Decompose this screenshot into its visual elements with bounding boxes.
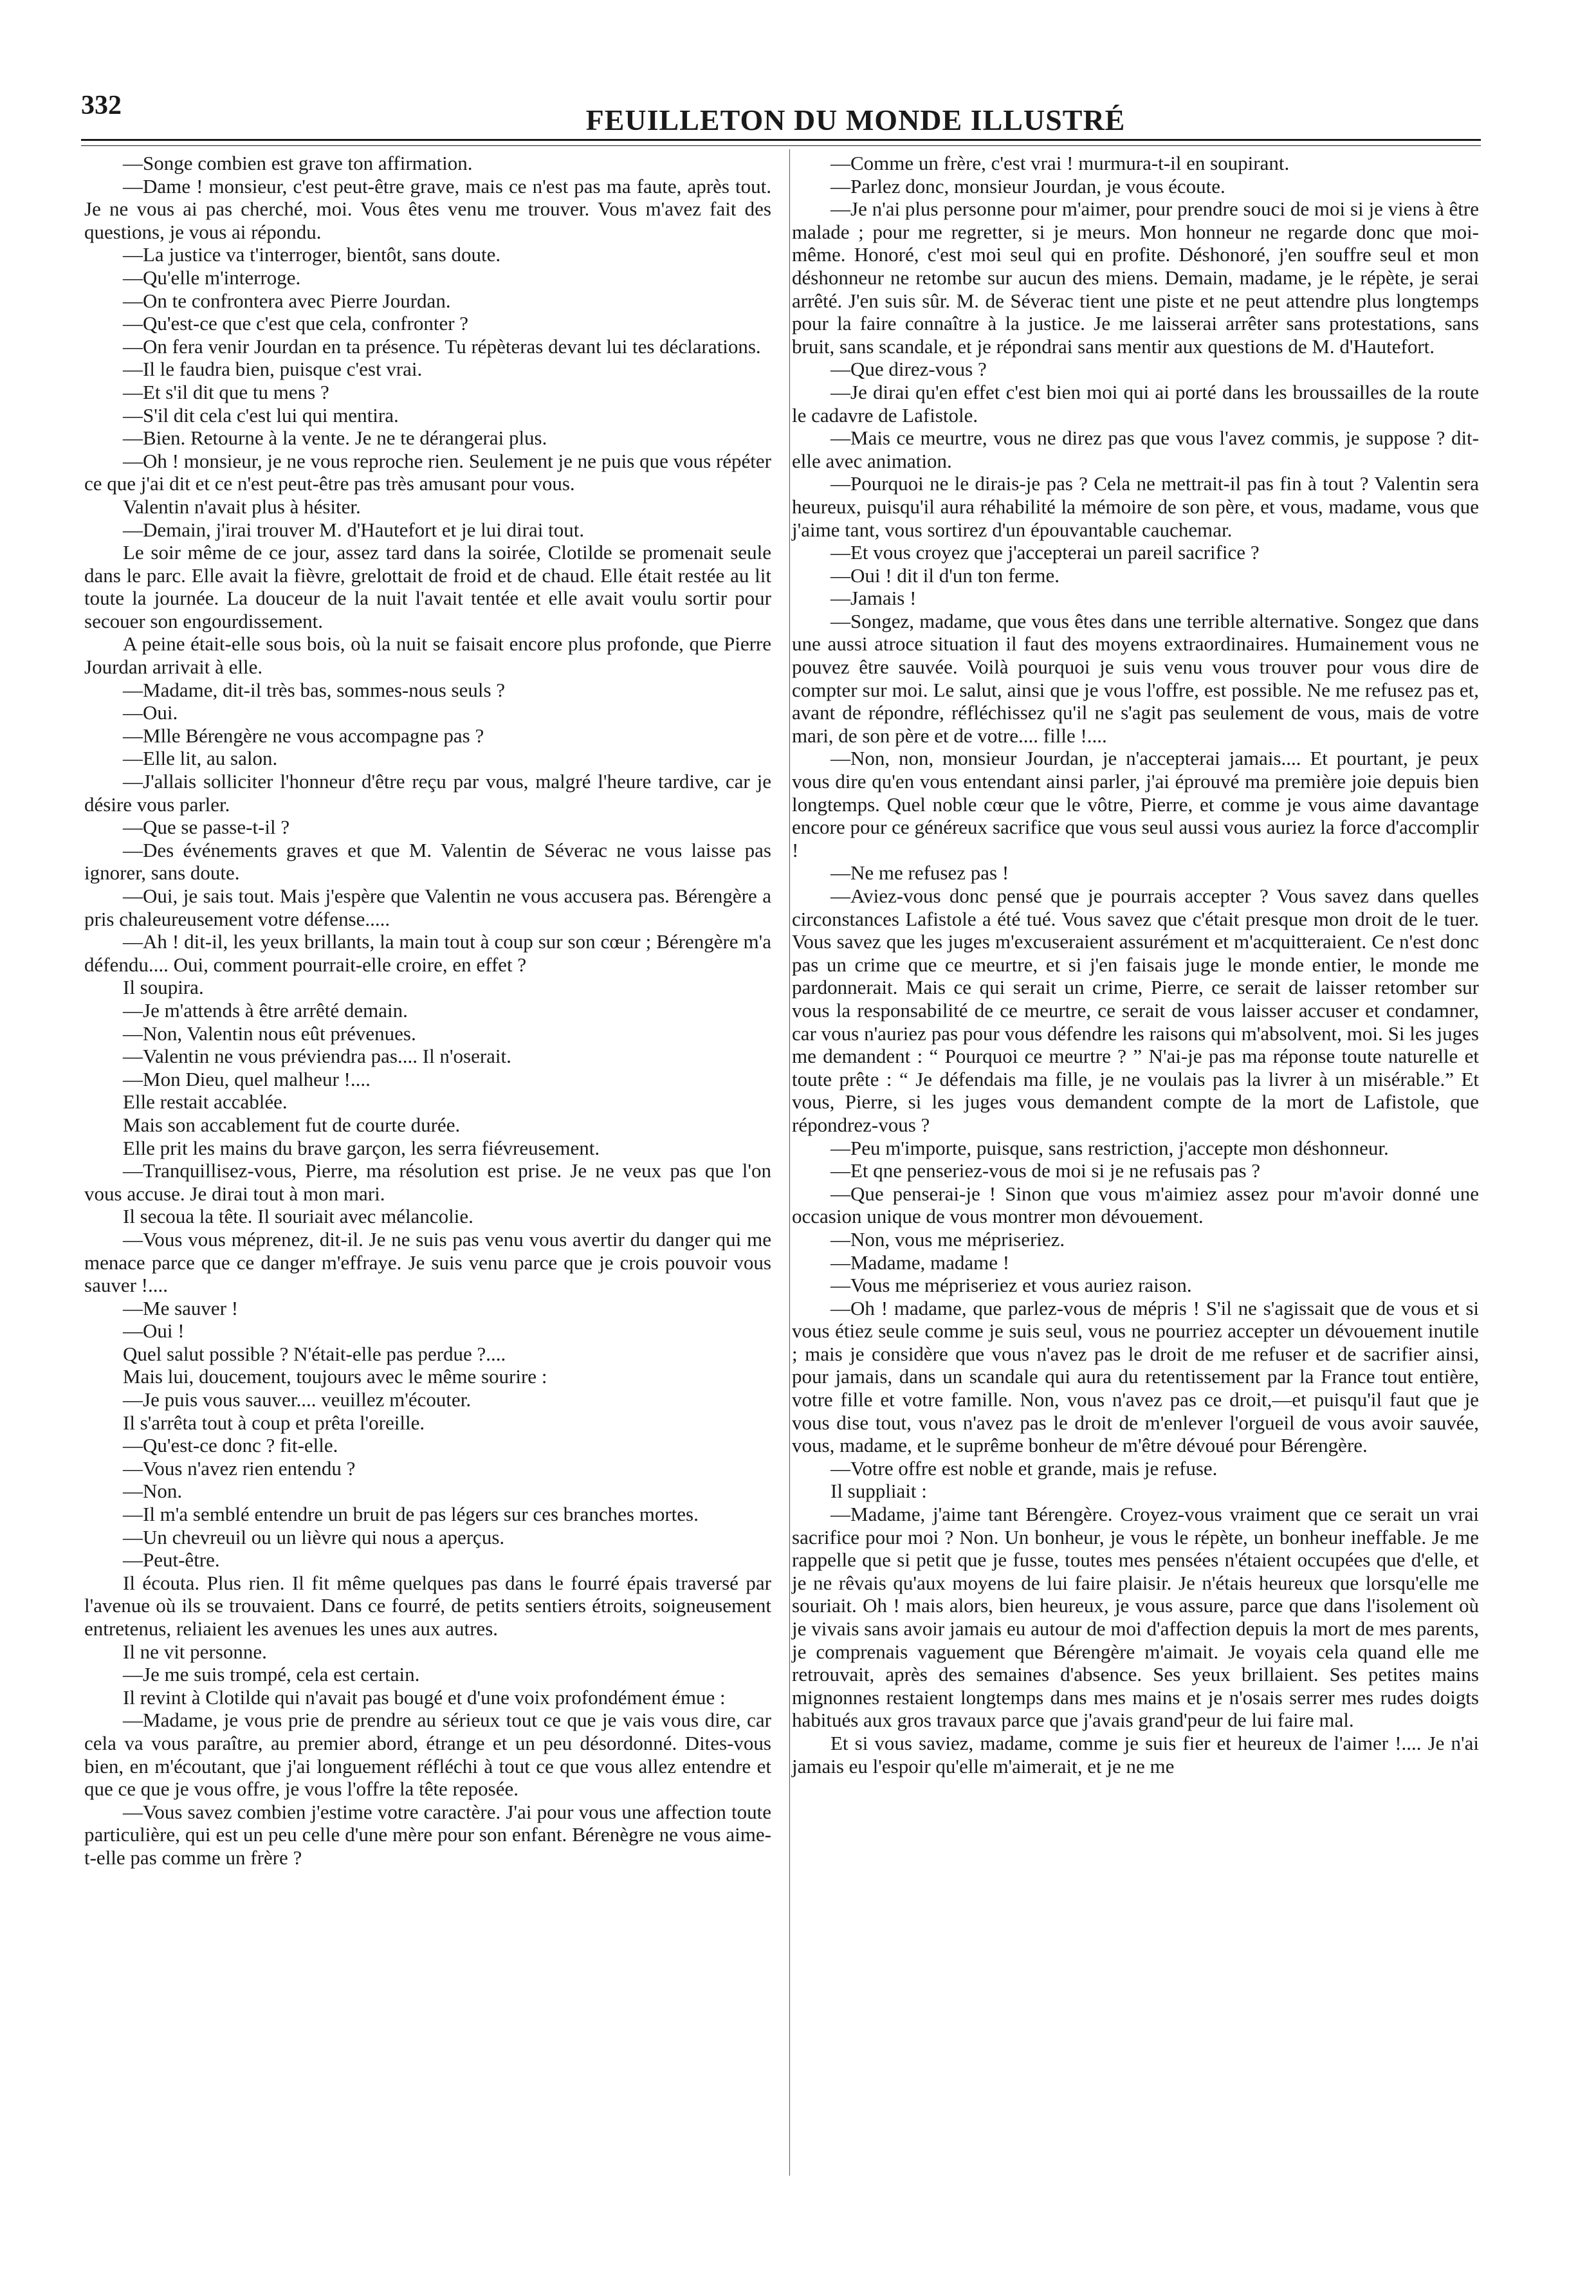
paragraph: —Un chevreuil ou un lièvre qui nous a aperçus. xyxy=(123,1525,505,1548)
paragraph: —Mon Dieu, quel malheur !.... xyxy=(123,1067,371,1090)
paragraph: Mais lui, doucement, toujours avec le même sourire : xyxy=(123,1365,547,1388)
paragraph: —Mais ce meurtre, vous ne direz pas que vous l'avez commis, je suppose ? dit-elle avec animation. xyxy=(792,427,1479,472)
header-rule xyxy=(81,139,1481,141)
paragraph: —Vous n'avez rien entendu ? xyxy=(123,1456,356,1480)
paragraph: —Madame, dit-il très bas, sommes-nous seuls ? xyxy=(123,678,506,701)
paragraph: Il s'arrêta tout à coup et prêta l'oreille. xyxy=(123,1411,425,1434)
paragraph: —Madame, madame ! xyxy=(830,1251,1010,1274)
paragraph: Elle prit les mains du brave garçon, les serra fiévreusement. xyxy=(123,1136,600,1159)
page-number: 332 xyxy=(81,91,122,120)
paragraph: —Il m'a semblé entendre un bruit de pas légers sur ces branches mortes. xyxy=(123,1503,699,1526)
left-column xyxy=(84,152,771,1869)
paragraph: —Qu'est-ce donc ? fit-elle. xyxy=(123,1434,338,1457)
paragraph: —Peut-être. xyxy=(123,1548,220,1572)
paragraph: Elle restait accablée. xyxy=(123,1090,288,1114)
paragraph: —Oh ! madame, que parlez-vous de mépris ! S'il ne s'agissait que de vous et si vous étiez seule comme je suis seul, vous ne pourriez accepter un dévouement inutile ; mais je considère que vous n'avez pas le droit de me refuser et de sacrifier ainsi, pour jamais, dans un scandale qui aura du retentissement par la France tout entière, votre fille et votre famille. Non, vous n'avez pas ce droit,—et puisqu'il faut que je vous dise tout, vous n'avez pas le droit de m'enlever l'orgueil de vous avoir sauvée, vous, madame, et le suprême bonheur de m'être dévoué pour Bérengère. xyxy=(792,1296,1479,1457)
header-rule-thin xyxy=(81,145,1481,146)
paragraph: —Vous savez combien j'estime votre caractère. J'ai pour vous une affection toute particulière, qui est un peu celle d'une mère pour son enfant. Bérenègre ne vous aime-t-elle pas comme un frère ? xyxy=(84,1800,771,1869)
paragraph: —Oh ! monsieur, je ne vous reproche rien. Seulement je ne puis que vous répéter ce que j'ai dit et ce n'est peut-être pas très amusant pour vous. xyxy=(84,449,771,495)
paragraph: A peine était-elle sous bois, où la nuit se faisait encore plus profonde, que Pierre Jourdan arrivait à elle. xyxy=(84,632,771,679)
paragraph: —Je dirai qu'en effet c'est bien moi qui ai porté dans les broussailles de la route le cadavre de Lafistole. xyxy=(792,380,1479,427)
paragraph: —Songe combien est grave ton affirmation. xyxy=(123,152,473,174)
paragraph: —Dame ! monsieur, c'est peut-être grave, mais ce n'est pas ma faute, après tout. Je ne vous ai pas cherché, moi. Vous êtes venu me trouver. Vous m'avez fait des questions, je vous ai répondu. xyxy=(84,174,771,243)
paragraph: —La justice va t'interroger, bientôt, sans doute. xyxy=(123,243,501,266)
paragraph: —Me sauver ! xyxy=(123,1296,239,1319)
paragraph: —Je puis vous sauver.... veuillez m'écouter. xyxy=(123,1388,472,1411)
paragraph: —Comme un frère, c'est vrai ! murmura-t-il en soupirant. xyxy=(830,152,1290,174)
paragraph: —Oui, je sais tout. Mais j'espère que Valentin ne vous accusera pas. Bérengère a pris chaleureusement votre défense..... xyxy=(84,885,771,930)
paragraph: —J'allais solliciter l'honneur d'être reçu par vous, malgré l'heure tardive, car je désire vous parler. xyxy=(84,770,771,816)
paragraph: —On fera venir Jourdan en ta présence. Tu répèteras devant lui tes déclarations. xyxy=(123,335,761,358)
paragraph: —Oui ! xyxy=(123,1319,185,1343)
paragraph: —Peu m'importe, puisque, sans restriction, j'accepte mon déshonneur. xyxy=(830,1136,1389,1159)
right-column xyxy=(792,152,1479,1777)
paragraph: —Je me suis trompé, cela est certain. xyxy=(123,1663,420,1686)
paragraph: —Elle lit, au salon. xyxy=(123,747,278,770)
paragraph: Et si vous saviez, madame, comme je suis fier et heureux de l'aimer !.... Je n'ai jamais eu l'espoir qu'elle m'aimerait, et je ne me xyxy=(792,1731,1479,1777)
paragraph: —Madame, je vous prie de prendre au sérieux tout ce que je vais vous dire, car cela va vous paraître, au premier abord, étrange et un peu désordonné. Dites-vous bien, en m'écoutant, que j'ai longuement réfléchi à tout ce que vous allez entendre et que ce que je vous offre, je vous l'offre la tête reposée. xyxy=(84,1709,771,1801)
paragraph: Le soir même de ce jour, assez tard dans la soirée, Clotilde se promenait seule dans le parc. Elle avait la fièvre, grelottait de froid et de chaud. Elle était restée au lit toute la journée. La douceur de la nuit l'avait tentée et elle avait voulu sortir pour secouer son engourdissement. xyxy=(84,541,771,632)
paragraph: —Jamais ! xyxy=(830,587,917,610)
paragraph: —Oui ! dit il d'un ton ferme. xyxy=(830,564,1060,587)
paragraph: —Valentin ne vous préviendra pas.... Il n'oserait. xyxy=(123,1045,511,1068)
paragraph: Il secoua la tête. Il souriait avec mélancolie. xyxy=(123,1205,473,1228)
paragraph: —Votre offre est noble et grande, mais je refuse. xyxy=(830,1456,1218,1480)
paragraph: —Tranquillisez-vous, Pierre, ma résolution est prise. Je ne veux pas que l'on vous accuse. Je dirai tout à mon mari. xyxy=(84,1159,771,1205)
paragraph: —Vous vous méprenez, dit-il. Je ne suis pas venu vous avertir du danger qui me menace parce que ce danger m'effraye. Je suis venu parce que je crois pouvoir vous sauver !.... xyxy=(84,1227,771,1297)
paragraph: —Non, non, monsieur Jourdan, je n'accepterai jamais.... Et pourtant, je peux vous dire qu'en vous entendant ainsi parler, j'ai éprouvé ma première joie depuis bien longtemps. Quel noble cœur que le vôtre, Pierre, et comme je vous aime davantage encore pour ce généreux sacrifice que vous seul aussi vous auriez la force d'accomplir ! xyxy=(792,747,1479,861)
paragraph: —Pourquoi ne le dirais-je pas ? Cela ne mettrait-il pas fin à tout ? Valentin sera heureux, puisqu'il aura réhabilité la mémoire de son père, et vous, madame, vous que j'aime tant, vous sortirez d'un épouvantable cauchemar. xyxy=(792,472,1479,541)
paragraph: —Je n'ai plus personne pour m'aimer, pour prendre souci de moi si je viens à être malade ; pour me regretter, si je meurs. Mon honneur ne regarde donc que moi-même. Honoré, c'est moi seul qui en profite. Déshonoré, j'en souffre seul et mon déshonneur ne retombe sur aucun des miens. Demain, madame, je le répète, je serai arrêté. J'en suis sûr. M. de Séverac tient une piste et ne peut attendre plus longtemps pour la faire connaître à la justice. Je me laisserai arrêter sans protestations, sans bruit, sans scandale, et je répondrai sans mentir aux questions de M. d'Hautefort. xyxy=(792,197,1479,358)
paragraph: —Non. xyxy=(123,1480,183,1503)
paragraph: Quel salut possible ? N'était-elle pas perdue ?.... xyxy=(123,1342,506,1365)
paragraph: —S'il dit cela c'est lui qui mentira. xyxy=(123,403,399,427)
paragraph: —Ah ! dit-il, les yeux brillants, la main tout à coup sur son cœur ; Bérengère m'a défendu.... Oui, comment pourrait-elle croire, en effet ? xyxy=(84,930,771,976)
paragraph: —Que penserai-je ! Sinon que vous m'aimiez assez pour m'avoir donné une occasion unique de vous montrer mon dévouement. xyxy=(792,1182,1479,1228)
paragraph: —Non, vous me mépriseriez. xyxy=(830,1227,1065,1251)
paragraph: Il soupira. xyxy=(123,976,204,999)
paragraph: Il écouta. Plus rien. Il fit même quelques pas dans le fourré épais traversé par l'avenue où ils se trouvaient. Dans ce fourré, de petits sentiers étroits, soigneusement entretenus, reliaient les avenues les unes aux autres. xyxy=(84,1571,771,1640)
paragraph: —Mlle Bérengère ne vous accompagne pas ? xyxy=(123,724,484,747)
paragraph: —Il le faudra bien, puisque c'est vrai. xyxy=(123,358,423,381)
paragraph: —Parlez donc, monsieur Jourdan, je vous écoute. xyxy=(830,174,1225,197)
paragraph: Il suppliait : xyxy=(830,1480,927,1503)
paragraph: —Vous me mépriseriez et vous auriez raison. xyxy=(830,1274,1192,1297)
paragraph: —Des événements graves et que M. Valentin de Séverac ne vous laisse pas ignorer, sans doute. xyxy=(84,838,771,885)
paragraph: —Bien. Retourne à la vente. Je ne te dérangerai plus. xyxy=(123,427,547,450)
paragraph: —Non, Valentin nous eût prévenues. xyxy=(123,1022,416,1045)
paragraph: —Ne me refusez pas ! xyxy=(830,861,1009,885)
paragraph: —Je m'attends à être arrêté demain. xyxy=(123,998,408,1022)
paragraph: —On te confrontera avec Pierre Jourdan. xyxy=(123,289,451,312)
paragraph: —Et qne penseriez-vous de moi si je ne refusais pas ? xyxy=(830,1159,1261,1182)
paragraph: —Et vous croyez que j'accepterai un pareil sacrifice ? xyxy=(830,541,1260,564)
paragraph: Mais son accablement fut de courte durée. xyxy=(123,1113,461,1136)
paragraph: —Oui. xyxy=(123,701,178,724)
paragraph: Il revint à Clotilde qui n'avait pas bougé et d'une voix profondément émue : xyxy=(123,1685,726,1709)
paragraph: —Demain, j'irai trouver M. d'Hautefort et je lui dirai tout. xyxy=(123,518,585,541)
paragraph: —Qu'elle m'interroge. xyxy=(123,266,301,289)
running-title: FEUILLETON DU MONDE ILLUSTRÉ xyxy=(585,104,1126,136)
paragraph: —Qu'est-ce que c'est que cela, confronter ? xyxy=(123,312,469,335)
column-divider xyxy=(789,149,790,2176)
paragraph: —Que se passe-t-il ? xyxy=(123,816,290,839)
paragraph: Il ne vit personne. xyxy=(123,1640,267,1663)
paragraph: Valentin n'avait plus à hésiter. xyxy=(123,495,361,518)
paragraph: —Que direz-vous ? xyxy=(830,358,987,381)
paragraph: —Madame, j'aime tant Bérengère. Croyez-vous vraiment que ce serait un vrai sacrifice pour moi ? Non. Un bonheur, je vous le répète, un bonheur ineffable. Je me rappelle que si petit que je fusse, toutes mes pensées n'étaient occupées que d'elle, et je ne rêvais qu'aux moyens de lui faire plaisir. Je n'étais heureux que lorsqu'elle me souriait. Oh ! mais alors, bien heureux, je vous assure, parce que dans l'isolement où je vivais sans avoir jamais eu autour de moi d'affection depuis la mort de mes parents, je comprenais vaguement que Bérengère m'aimait. Je voyais cela quand elle me retrouvait, après des semaines d'absence. Ses yeux brillaient. Ses petites mains mignonnes restaient longtemps dans mes mains et je n'osais serrer mes rudes doigts habitués aux gros travaux parce que j'avais grand'peur de lui faire mal. xyxy=(792,1503,1479,1732)
paragraph: —Songez, madame, que vous êtes dans une terrible alternative. Songez que dans une aussi atroce situation il faut des moyens extraordinaires. Humainement vous ne pouvez être sauvée. Voilà pourquoi je suis venu vous trouver pour vous dire de compter sur moi. Le salut, ainsi que je vous l'offre, est possible. Ne me refusez pas et, avant de répondre, réfléchissez qu'il ne s'agit pas seulement de vous, mais de votre mari, de son père et de votre.... fille !.... xyxy=(792,609,1479,747)
paragraph: —Et s'il dit que tu mens ? xyxy=(123,380,329,403)
paragraph: —Aviez-vous donc pensé que je pourrais accepter ? Vous savez dans quelles circonstances Lafistole a été tué. Vous savez que c'était presque mon droit de le tuer. Vous savez que les juges m'excuseraient assurément et m'acquitteraient. Ce n'est donc pas un crime que ce meurtre, et si j'en faisais juge le monde entier, le monde me pardonnerait. Mais ce qui serait un crime, Pierre, ce serait de laisser retomber sur vous la responsabilité de ce meurtre, ce serait de vous laisser accuser et condamner, car vous n'auriez pas pour vous défendre les raisons qui m'absolvent, moi. Si les juges me demandent : “ Pourquoi ce meurtre ? ” N'ai-je pas ma réponse toute naturelle et toute prête : “ Je défendais ma fille, je ne voulais pas la livrer à un misérable.” Et vous, Pierre, si les juges vous demandent compte de la mort de Lafistole, que répondrez-vous ? xyxy=(792,885,1479,1136)
